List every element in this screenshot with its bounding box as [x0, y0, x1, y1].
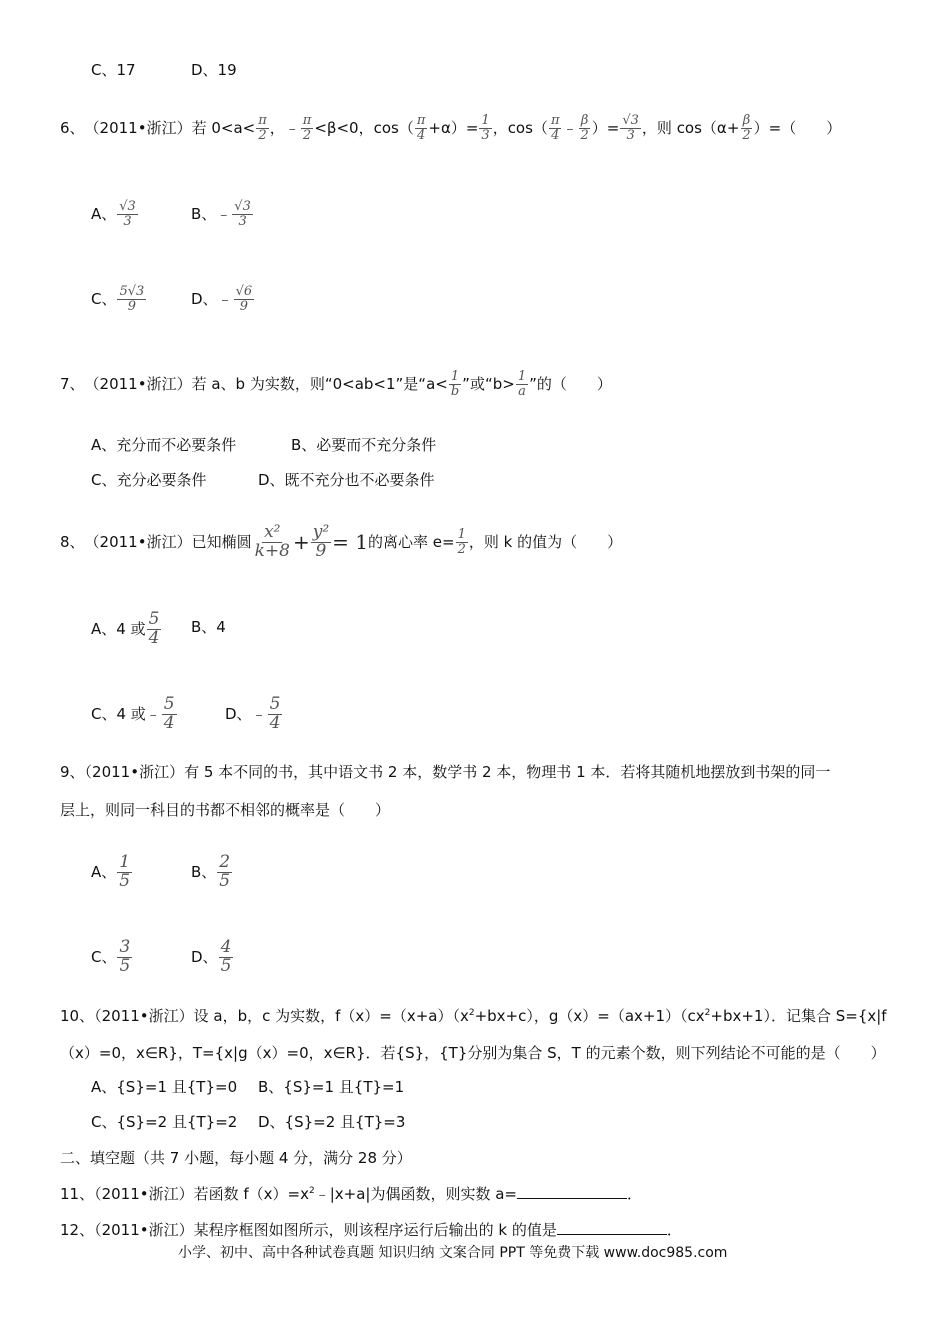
- q6-text-5: ，cos（: [492, 118, 548, 137]
- q6-frac-r3-3: $\frac{√3}{3}$: [622, 113, 639, 143]
- q8-stem: [60, 524, 622, 561]
- q8-text-1: （2011•浙江）已知椭圆: [84, 532, 252, 551]
- q6-stem: [60, 114, 841, 142]
- q6-option-b: B、﹣ $\frac{√3}{3}$: [191, 199, 251, 229]
- q8-c-frac: $\frac{5}{4}$: [163, 694, 175, 733]
- q10-line-1: 10、（2011•浙江）设 a，b，c 为实数，$f(x)=(x+a)(x^2+bx+c)$，$g(x)=(ax+1)(cx^2+bx+1)$．记集合 S={x|f: [60, 1007, 887, 1025]
- q10-option-b: B、{S}=1 且{T}=1: [258, 1078, 405, 1096]
- q10-option-d: D、{S}=2 且{T}=3: [258, 1113, 406, 1131]
- q6-text-8: ，则 cos（α+: [641, 118, 740, 137]
- q7-option-d: D、既不充分也不必要条件: [258, 471, 435, 489]
- q8-frac-y: $\frac{\text{y²}}{9}$: [312, 522, 330, 561]
- q6-frac-1-3: $\frac{1}{3}$: [481, 113, 490, 143]
- q8-frac-e: $\frac{1}{2}$: [457, 527, 466, 557]
- q9-b-frac: $\frac{2}{5}$: [219, 852, 231, 891]
- q6-b-frac: $\frac{√3}{3}$: [234, 199, 251, 229]
- footer-banner: 小学、初中、高中各种试卷真题 知识归纳 文案合同 PPT 等免费下载 www.doc985.com: [178, 1245, 728, 1261]
- q7-frac-1-b: $\frac{1}{b}$: [450, 369, 460, 399]
- q7-option-a: A、充分而不必要条件: [91, 436, 237, 454]
- q9-c-frac: $\frac{3}{5}$: [119, 937, 131, 976]
- q8-option-b: B、4: [191, 618, 226, 636]
- q8-text-2: 的离心率 e=: [367, 532, 455, 551]
- q12-stem: 12、（2011•浙江）某程序框图如图所示，则该程序运行后输出的 k 的值是 ．: [60, 1221, 682, 1239]
- section-2-heading: 二、填空题（共 7 小题，每小题 4 分，满分 28 分）: [60, 1149, 412, 1167]
- q8-frac-x: $\frac{\text{x²}}{k+8}$: [254, 522, 290, 561]
- q8-a-frac: $\frac{5}{4}$: [148, 609, 160, 648]
- q6-frac-pi-4b: $\frac{\pi}{4}$: [550, 113, 560, 143]
- q7-text-3: ”的（ ）: [529, 374, 612, 393]
- q10-option-c: C、{S}=2 且{T}=2: [91, 1113, 238, 1131]
- q12-answer-blank[interactable]: [557, 1234, 667, 1235]
- q6-text-6: ﹣: [562, 118, 578, 137]
- q6-text-9: ）=（ ）: [753, 118, 842, 137]
- q7-option-c: C、充分必要条件: [91, 471, 207, 489]
- q10-line-2: （x）=0，x∈R}，T={x|g（x）=0，x∈R}．若{S}，{T}分别为集合 S，T 的元素个数，则下列结论不可能的是（ ）: [60, 1044, 886, 1062]
- q6-d-frac: $\frac{√6}{9}$: [235, 284, 253, 314]
- q9-option-b: B、 $\frac{2}{5}$: [191, 852, 231, 891]
- q6-text-2: ，﹣: [269, 118, 300, 137]
- q7-stem: [60, 370, 612, 398]
- q8-option-c: C、4 或﹣ $\frac{5}{4}$: [91, 694, 175, 733]
- q8-text-3: ，则 k 的值为（ ）: [468, 532, 623, 551]
- q9-line-1: 9、（2011•浙江）有 5 本不同的书，其中语文书 2 本，数学书 2 本，物理书 1 本．若将其随机地摆放到书架的同一: [60, 763, 831, 781]
- q6-option-d: D、﹣ $\frac{√6}{9}$: [191, 284, 253, 314]
- q8-option-d: D、﹣ $\frac{5}{4}$: [225, 694, 281, 733]
- q6-number: 6、: [60, 118, 85, 137]
- q9-option-a: A、 $\frac{1}{5}$: [91, 852, 131, 891]
- q6-frac-beta-2: $\frac{\beta}{2}$: [580, 113, 589, 143]
- q6-text-1: （2011•浙江）若 0<a<: [84, 118, 256, 137]
- q8-d-frac: $\frac{5}{4}$: [269, 694, 281, 733]
- q5-option-c: C、17: [91, 61, 136, 79]
- q7-option-b: B、必要而不充分条件: [291, 436, 437, 454]
- q9-option-d: D、 $\frac{4}{5}$: [191, 937, 232, 976]
- q9-d-frac: $\frac{4}{5}$: [220, 937, 232, 976]
- q6-a-frac: $\frac{√3}{3}$: [119, 199, 136, 229]
- q6-frac-pi-4: $\frac{\pi}{4}$: [416, 113, 426, 143]
- q6-text-7: ）=: [591, 118, 620, 137]
- q8-number: 8、: [60, 532, 85, 551]
- q5-option-d: D、19: [191, 61, 237, 79]
- q9-a-frac: $\frac{1}{5}$: [119, 852, 131, 891]
- q6-option-c: C、 $\frac{5√3}{9}$: [91, 284, 145, 314]
- q7-text-2: ”或“b>: [462, 374, 515, 393]
- q8-plus: +: [292, 530, 310, 555]
- q6-frac-beta-2b: $\frac{\beta}{2}$: [742, 113, 751, 143]
- q6-text-4: +α）=: [428, 118, 479, 137]
- q7-text-1: （2011•浙江）若 a、b 为实数，则“0<ab<1”是“a<: [84, 374, 448, 393]
- q7-frac-1-a: $\frac{1}{a}$: [517, 369, 527, 399]
- q8-equals-one: = 1: [332, 530, 368, 555]
- q9-option-c: C、 $\frac{3}{5}$: [91, 937, 131, 976]
- q6-frac-pi-2: $\frac{\pi}{2}$: [258, 113, 267, 143]
- q7-number: 7、: [60, 374, 85, 393]
- q8-option-a: A、4 或 $\frac{5}{4}$: [91, 609, 160, 648]
- q6-c-frac: $\frac{5√3}{9}$: [119, 284, 145, 314]
- q6-text-3: <β<0，cos（: [314, 118, 414, 137]
- q6-option-a: A、 $\frac{√3}{3}$: [91, 199, 136, 229]
- q10-option-a: A、{S}=1 且{T}=0: [91, 1078, 238, 1096]
- q11-stem: 11、（2011•浙江）若函数 $f(x)=x^2﹣|x+a|$为偶函数，则实数 a= ．: [60, 1185, 643, 1203]
- q9-line-2: 层上，则同一科目的书都不相邻的概率是（ ）: [60, 801, 391, 819]
- q6-frac-pi-2b: $\frac{\pi}{2}$: [302, 113, 312, 143]
- q11-answer-blank[interactable]: [517, 1198, 627, 1199]
